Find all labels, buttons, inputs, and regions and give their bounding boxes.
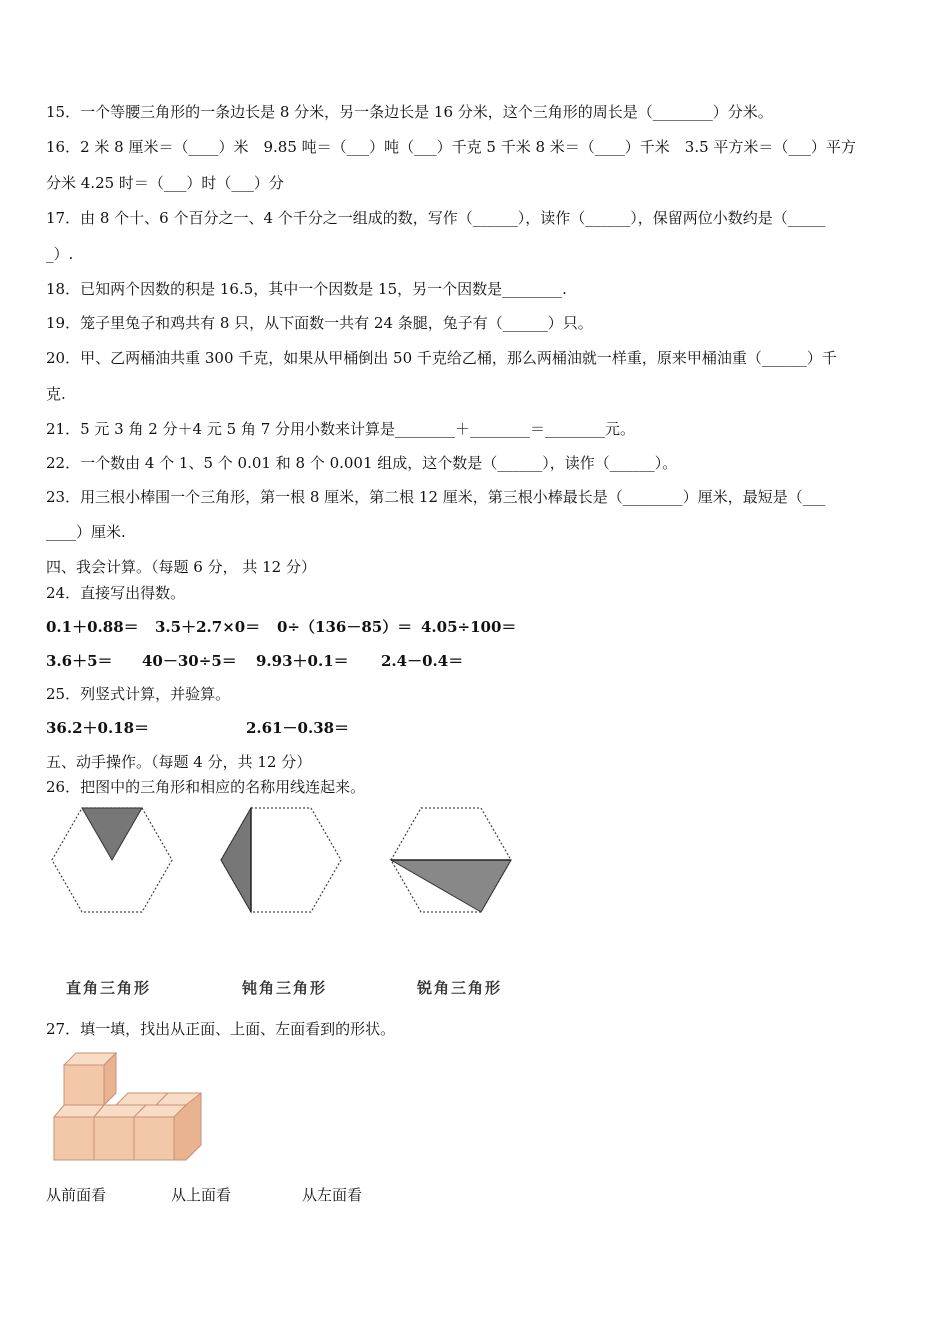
question-25: 25．列竖式计算，并验算。 [46, 685, 231, 703]
calc-item: 9.93＋0.1＝ [256, 652, 349, 670]
question-20-line1: 20．甲、乙两桶油共重 300 千克，如果从甲桶倒出 50 千克给乙桶，那么两桶油就一样重，原来甲桶油重（______）千 [46, 349, 837, 367]
question-20-line2: 克. [46, 385, 66, 403]
hexagon-figure-3 [389, 805, 514, 917]
calc-item: 0÷（136－85）＝ [277, 618, 413, 636]
calc-item: 36.2＋0.18＝ [46, 719, 150, 737]
section-5-title: 五、动手操作。（每题 4 分，共 12 分） [46, 753, 312, 771]
question-26: 26．把图中的三角形和相应的名称用线连起来。 [46, 778, 366, 796]
label-obtuse-triangle: 钝角三角形 [242, 979, 328, 997]
view-top-label: 从上面看 [171, 1186, 232, 1204]
hexagon-figure-2 [219, 805, 344, 917]
question-15: 15．一个等腰三角形的一条边长是 8 分米，另一条边长是 16 分米，这个三角形的周长是（________）分米。 [46, 103, 773, 121]
question-17-line1: 17．由 8 个十、6 个百分之一、4 个千分之一组成的数，写作（______），读作（______），保留两位小数约是（_____ [46, 209, 826, 227]
question-22: 22．一个数由 4 个 1、5 个 0.01 和 8 个 0.001 组成，这个数是（______），读作（______）。 [46, 454, 678, 472]
question-27: 27．填一填，找出从正面、上面、左面看到的形状。 [46, 1020, 396, 1038]
question-18: 18．已知两个因数的积是 16.5，其中一个因数是 15，另一个因数是________. [46, 280, 567, 298]
calc-item: 4.05÷100＝ [421, 618, 517, 636]
question-23-line2: ____）厘米. [46, 523, 126, 541]
question-17-line2: _）. [46, 245, 74, 263]
question-19: 19．笼子里兔子和鸡共有 8 只，从下面数一共有 24 条腿，兔子有（______）只。 [46, 314, 593, 332]
hexagon-figure-1 [50, 805, 175, 917]
calc-item: 0.1＋0.88＝ [46, 618, 139, 636]
calc-item: 40－30÷5＝ [142, 652, 237, 670]
view-front-label: 从前面看 [46, 1186, 107, 1204]
question-23-line1: 23．用三根小棒围一个三角形，第一根 8 厘米，第二根 12 厘米，第三根小棒最长是（________）厘米，最短是（___ [46, 488, 826, 506]
calc-item: 2.4－0.4＝ [381, 652, 464, 670]
question-16-line2: 分米 4.25 时＝（___）时（___）分 [46, 174, 284, 192]
cube-stack-figure [46, 1050, 211, 1165]
calc-item: 3.5＋2.7×0＝ [155, 618, 261, 636]
label-right-triangle: 直角三角形 [66, 979, 152, 997]
view-left-label: 从左面看 [302, 1186, 363, 1204]
question-21: 21．5 元 3 角 2 分＋4 元 5 角 7 分用小数来计算是________＋________＝________元。 [46, 420, 636, 438]
question-24: 24．直接写出得数。 [46, 584, 186, 602]
label-acute-triangle: 锐角三角形 [417, 979, 503, 997]
calc-item: 2.61－0.38＝ [246, 719, 350, 737]
section-4-title: 四、我会计算。（每题 6 分， 共 12 分） [46, 558, 316, 576]
question-16-line1: 16．2 米 8 厘米＝（____）米 9.85 吨＝（___）吨（___）千克 5 千米 8 米＝（____）千米 3.5 平方米＝（___）平方 [46, 138, 856, 156]
calc-item: 3.6＋5＝ [46, 652, 113, 670]
